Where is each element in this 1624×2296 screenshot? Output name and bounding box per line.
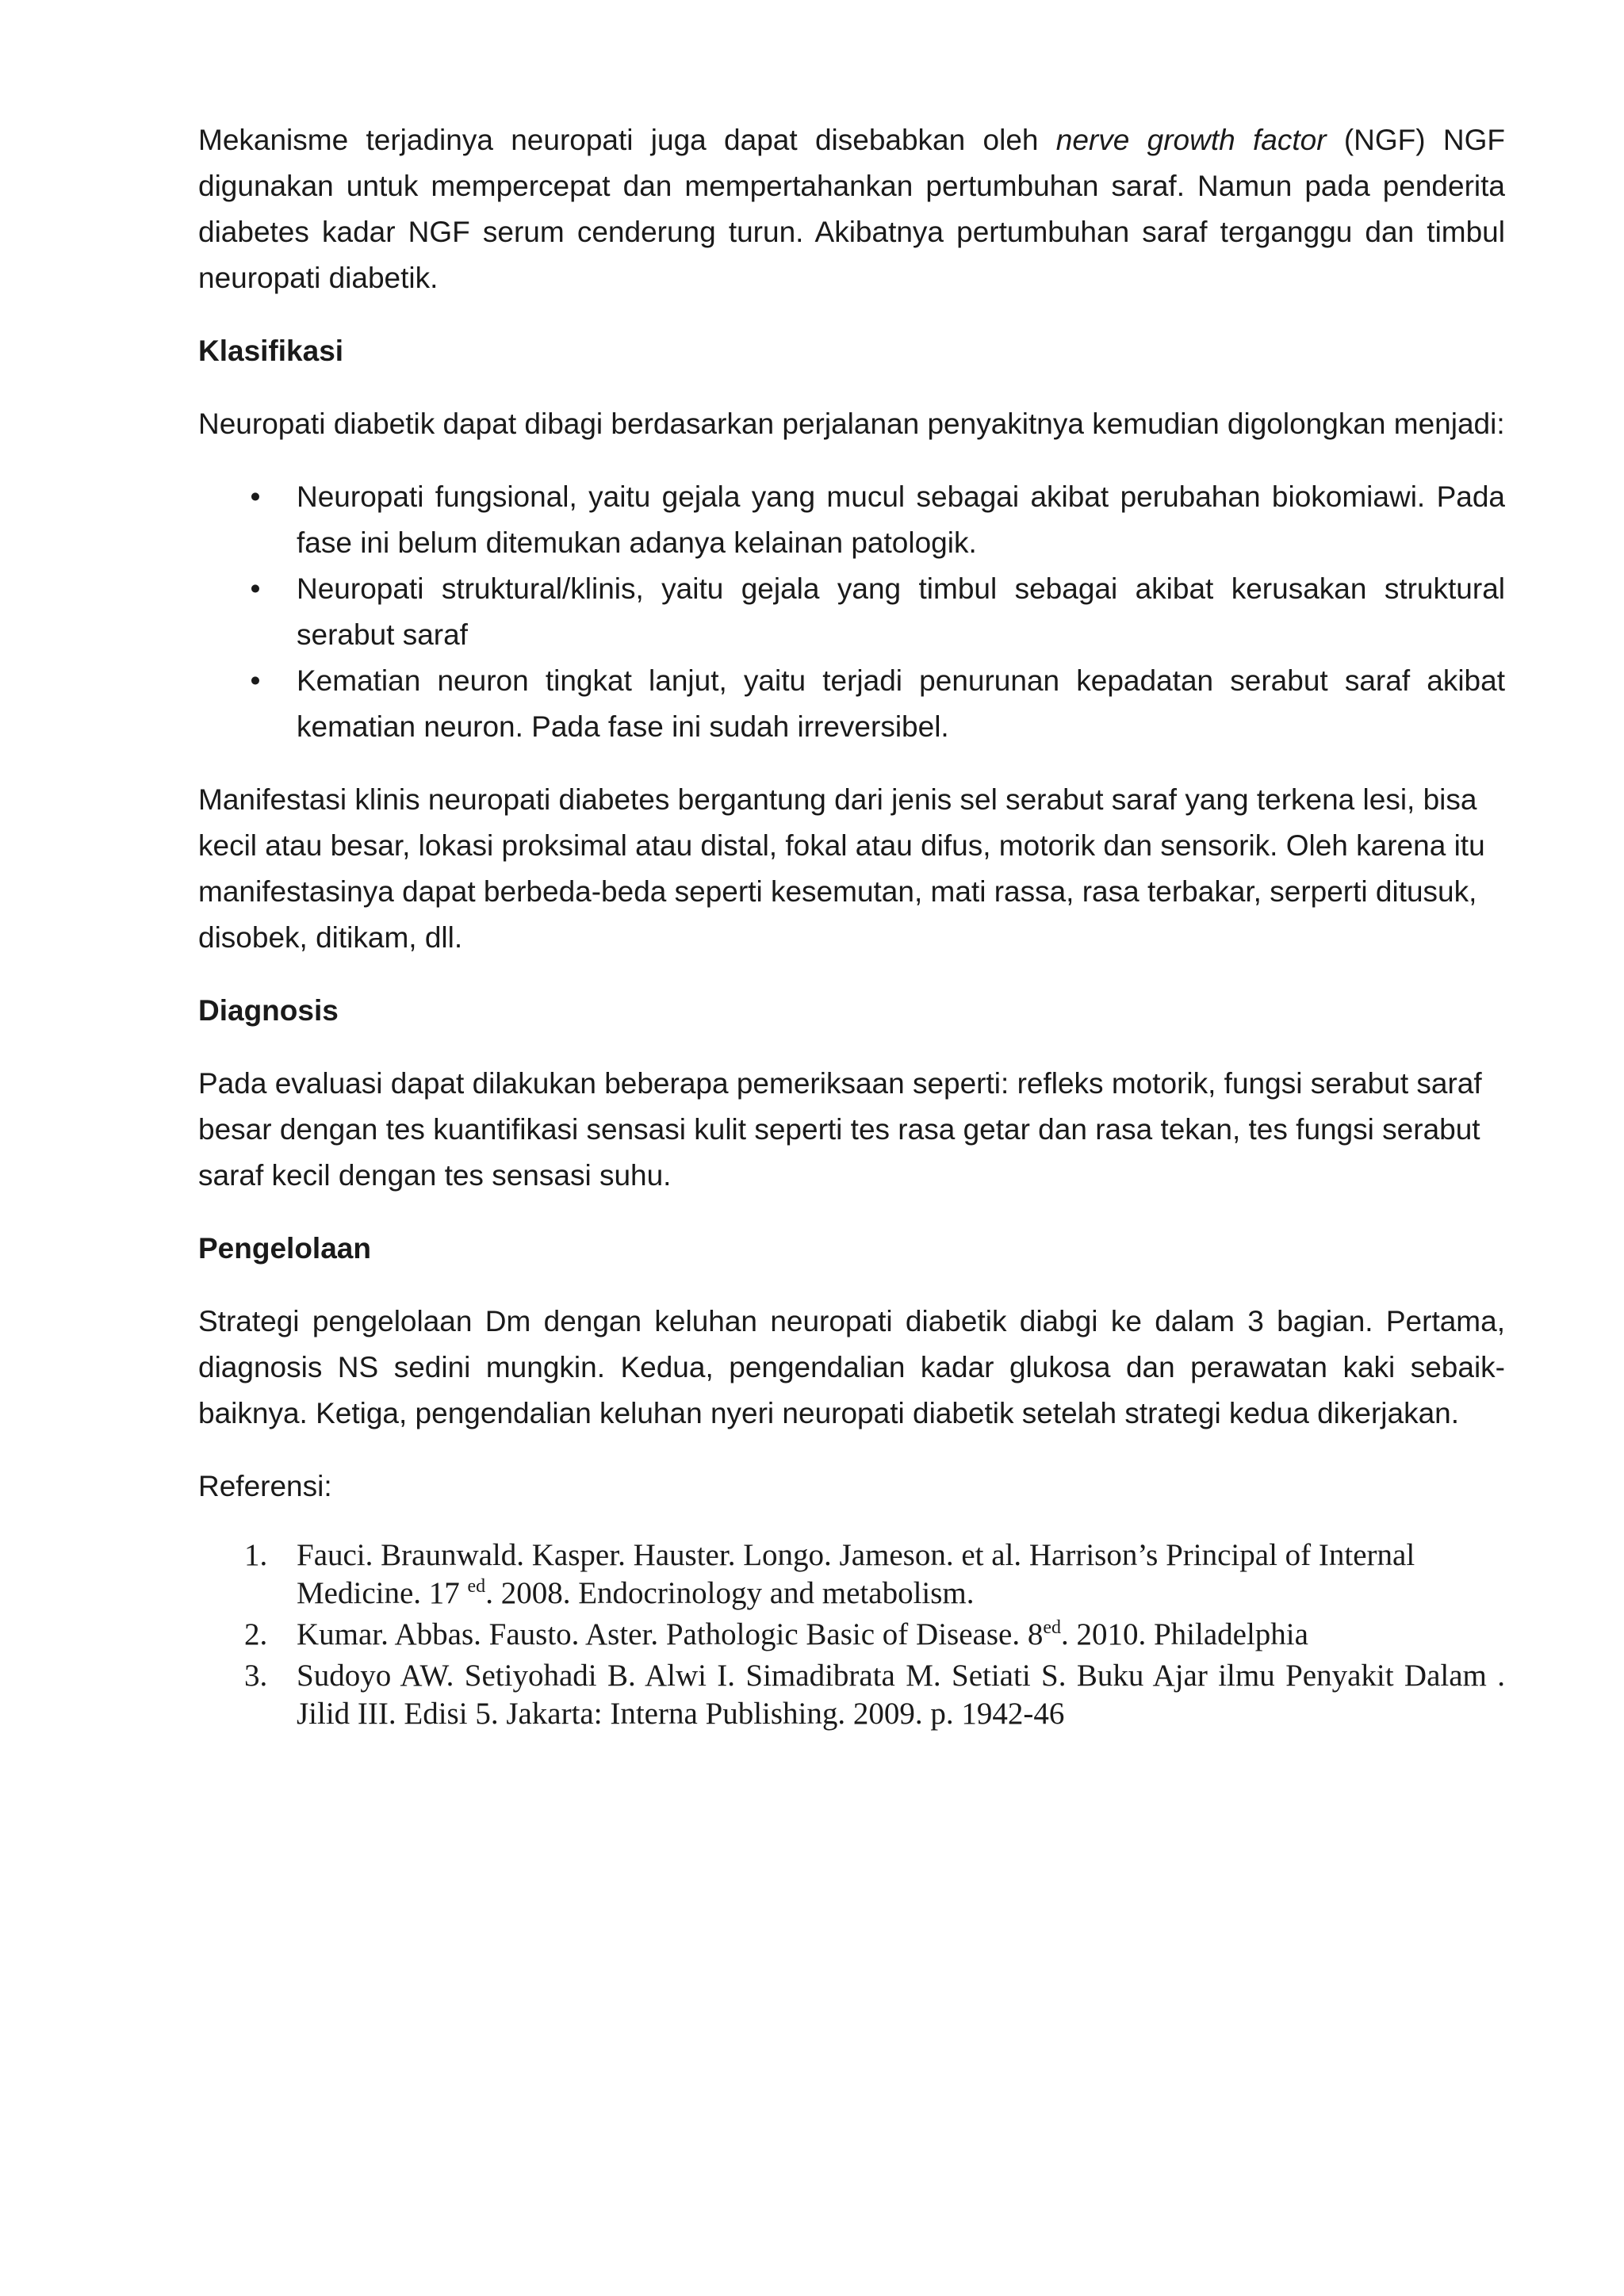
reference-item xyxy=(198,1657,1505,1733)
reference-text: Fauci. Braunwald. Kasper. Hauster. Longo. Jameson. et al. Harrison’s Principal of Internal Medicine. 17 xyxy=(297,1538,1415,1610)
diagnosis-paragraph: Pada evaluasi dapat dilakukan beberapa pemeriksaan seperti: refleks motorik, fungsi serabut saraf besar dengan tes kuantifikasi sensasi kulit seperti tes rasa getar dan rasa tekan, tes fungsi serabut saraf kecil dengan tes sensasi suhu. xyxy=(198,1067,1482,1192)
reference-number: 2. xyxy=(244,1617,268,1651)
klasifikasi-item-text: Neuropati struktural/klinis, yaitu gejala yang timbul sebagai akibat kerusakan struktural serabut saraf xyxy=(297,572,1505,651)
klasifikasi-item xyxy=(198,474,1505,566)
bullet-icon: • xyxy=(250,572,261,605)
klasifikasi-item xyxy=(198,566,1505,658)
klasifikasi-list xyxy=(198,474,1505,750)
klasifikasi-item xyxy=(198,658,1505,750)
referensi-heading: Referensi: xyxy=(198,1470,332,1502)
reference-text-end: . 2010. Philadelphia xyxy=(1060,1617,1308,1651)
intro-paragraph xyxy=(198,117,1505,301)
diagnosis-heading: Diagnosis xyxy=(198,994,339,1027)
klasifikasi-lead: Neuropati diabetik dapat dibagi berdasarkan perjalanan penyakitnya kemudian digolongkan menjadi: xyxy=(198,408,1505,440)
reference-item xyxy=(198,1616,1505,1654)
klasifikasi-heading: Klasifikasi xyxy=(198,335,344,367)
reference-item xyxy=(198,1536,1505,1613)
pengelolaan-heading: Pengelolaan xyxy=(198,1232,371,1265)
manifestasi-paragraph: Manifestasi klinis neuropati diabetes bergantung dari jenis sel serabut saraf yang terkena lesi, bisa kecil atau besar, lokasi proksimal atau distal, fokal atau difus, motorik dan sensorik. Oleh karena itu manifestasinya dapat berbeda-beda seperti kesemutan, mati rassa, rasa terbakar, serperti ditusuk, disobek, ditikam, dll. xyxy=(198,783,1485,954)
bullet-icon: • xyxy=(250,480,261,513)
reference-number: 1. xyxy=(244,1538,268,1572)
reference-text-end: . 2008. Endocrinology and metabolism. xyxy=(485,1576,975,1610)
reference-edition-sup: ed xyxy=(1043,1617,1061,1638)
klasifikasi-item-text: Neuropati fungsional, yaitu gejala yang mucul sebagai akibat perubahan biokomiawi. Pada fase ini belum ditemukan adanya kelainan patologik. xyxy=(297,480,1505,559)
intro-text-end: (NGF) NGF digunakan untuk mempercepat dan mempertahankan pertumbuhan saraf. Namun pada penderita diabetes kadar NGF serum cenderung turun. Akibatnya pertumbuhan saraf terganggu dan timbul neuropati diabetik. xyxy=(198,124,1505,294)
reference-text: Kumar. Abbas. Fausto. Aster. Pathologic Basic of Disease. 8 xyxy=(297,1617,1044,1651)
reference-list xyxy=(198,1536,1505,1733)
pengelolaan-paragraph: Strategi pengelolaan Dm dengan keluhan neuropati diabetik diabgi ke dalam 3 bagian. Pertama, diagnosis NS sedini mungkin. Kedua, pengendalian kadar glukosa dan perawatan kaki sebaik-baiknya. Ketiga, pengendalian keluhan nyeri neuropati diabetik setelah strategi kedua dikerjakan. xyxy=(198,1305,1505,1429)
reference-edition-sup: ed xyxy=(467,1576,486,1597)
bullet-icon: • xyxy=(250,664,261,697)
klasifikasi-item-text: Kematian neuron tingkat lanjut, yaitu terjadi penurunan kepadatan serabut saraf akibat kematian neuron. Pada fase ini sudah irreversibel. xyxy=(297,664,1505,743)
reference-number: 3. xyxy=(244,1659,268,1693)
intro-text-start: Mekanisme terjadinya neuropati juga dapat disebabkan oleh xyxy=(198,124,1056,156)
reference-text: Sudoyo AW. Setiyohadi B. Alwi I. Simadibrata M. Setiati S. Buku Ajar ilmu Penyakit Dalam . Jilid III. Edisi 5. Jakarta: Interna Publishing. 2009. p. 1942-46 xyxy=(297,1659,1505,1731)
intro-emphasis: nerve growth factor xyxy=(1055,124,1327,156)
